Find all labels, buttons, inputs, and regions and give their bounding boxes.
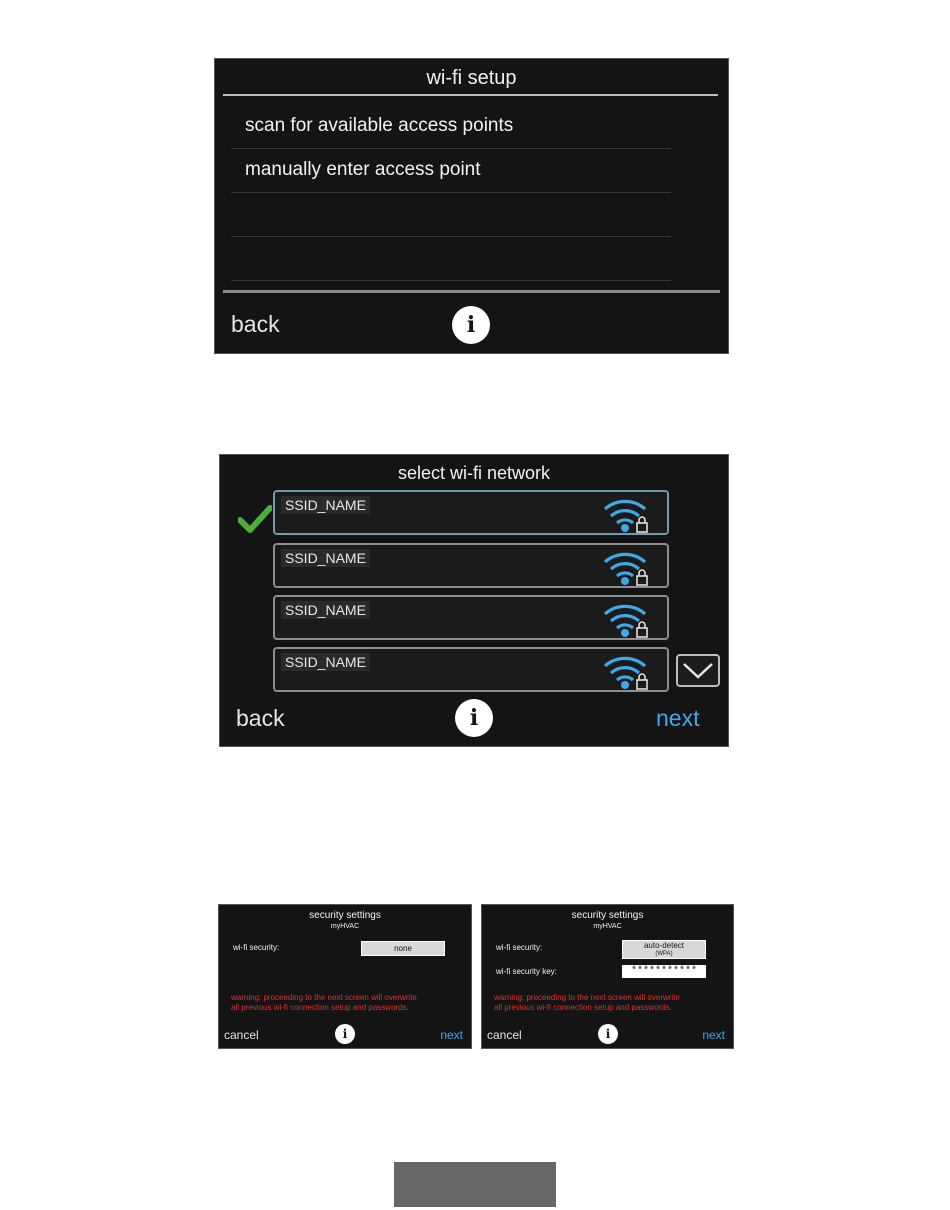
warning-line: warning: proceeding to the next screen will overwrite bbox=[494, 993, 680, 1002]
screen-title: security settings bbox=[309, 910, 381, 921]
network-item[interactable] bbox=[273, 490, 669, 535]
security-key-input[interactable]: *********** bbox=[622, 965, 706, 978]
network-item[interactable] bbox=[273, 595, 669, 640]
security-select[interactable] bbox=[622, 940, 706, 959]
warning-text bbox=[494, 993, 725, 1013]
ssid-label: SSID_NAME bbox=[281, 549, 370, 567]
back-button[interactable]: back bbox=[231, 311, 280, 337]
ssid-label: SSID_NAME bbox=[281, 496, 370, 514]
divider bbox=[223, 290, 720, 293]
info-icon[interactable]: i bbox=[598, 1024, 618, 1044]
warning-line: all previous wi-fi connection setup and passwords. bbox=[494, 1003, 672, 1012]
checkmark-icon bbox=[238, 505, 272, 533]
security-label: wi-fi security: bbox=[233, 943, 280, 952]
next-button[interactable]: next bbox=[702, 1028, 725, 1042]
security-value-detail: (WPA) bbox=[655, 951, 673, 957]
menu-item-scan[interactable]: scan for available access points bbox=[231, 105, 671, 149]
warning-line: all previous wi-fi connection setup and passwords. bbox=[231, 1003, 409, 1012]
screen-title: security settings bbox=[571, 910, 644, 921]
cancel-button[interactable]: cancel bbox=[224, 1028, 259, 1042]
network-item[interactable] bbox=[273, 647, 669, 692]
screen-title: wi-fi setup bbox=[426, 67, 517, 89]
page-footer-bar bbox=[394, 1162, 556, 1207]
cancel-button[interactable]: cancel bbox=[487, 1028, 522, 1042]
wifi-signal-icon bbox=[601, 548, 653, 586]
menu-item-empty bbox=[231, 237, 671, 281]
security-label: wi-fi security: bbox=[496, 943, 543, 952]
select-network-screen bbox=[219, 454, 729, 747]
network-item[interactable] bbox=[273, 543, 669, 588]
divider bbox=[223, 94, 718, 96]
security-key-label: wi-fi security key: bbox=[496, 967, 557, 976]
warning-line: warning: proceeding to the next screen will overwrite bbox=[231, 993, 417, 1002]
info-icon[interactable]: i bbox=[455, 699, 493, 737]
wifi-setup-screen bbox=[214, 58, 729, 354]
scroll-down-button[interactable] bbox=[676, 654, 720, 687]
security-settings-screen-auto bbox=[481, 904, 734, 1049]
ssid-label: SSID_NAME bbox=[281, 601, 370, 619]
chevron-down-icon bbox=[678, 656, 718, 685]
ssid-label: SSID_NAME bbox=[281, 653, 370, 671]
next-button[interactable]: next bbox=[440, 1028, 463, 1042]
info-icon[interactable]: i bbox=[335, 1024, 355, 1044]
info-icon[interactable]: i bbox=[452, 306, 490, 344]
menu-item-empty bbox=[231, 193, 671, 237]
wifi-signal-icon bbox=[601, 495, 653, 533]
next-button[interactable]: next bbox=[656, 705, 700, 731]
warning-text bbox=[231, 993, 463, 1013]
network-name: myHVAC bbox=[593, 923, 622, 930]
wifi-signal-icon bbox=[601, 600, 653, 638]
menu-item-manual[interactable]: manually enter access point bbox=[231, 149, 671, 193]
security-value: auto-detect bbox=[643, 941, 685, 950]
wifi-signal-icon bbox=[601, 652, 653, 690]
security-settings-screen-none bbox=[218, 904, 472, 1049]
screen-title: select wi-fi network bbox=[397, 463, 551, 483]
security-select[interactable]: none bbox=[361, 941, 445, 956]
back-button[interactable]: back bbox=[236, 705, 285, 731]
network-name: myHVAC bbox=[330, 923, 360, 930]
